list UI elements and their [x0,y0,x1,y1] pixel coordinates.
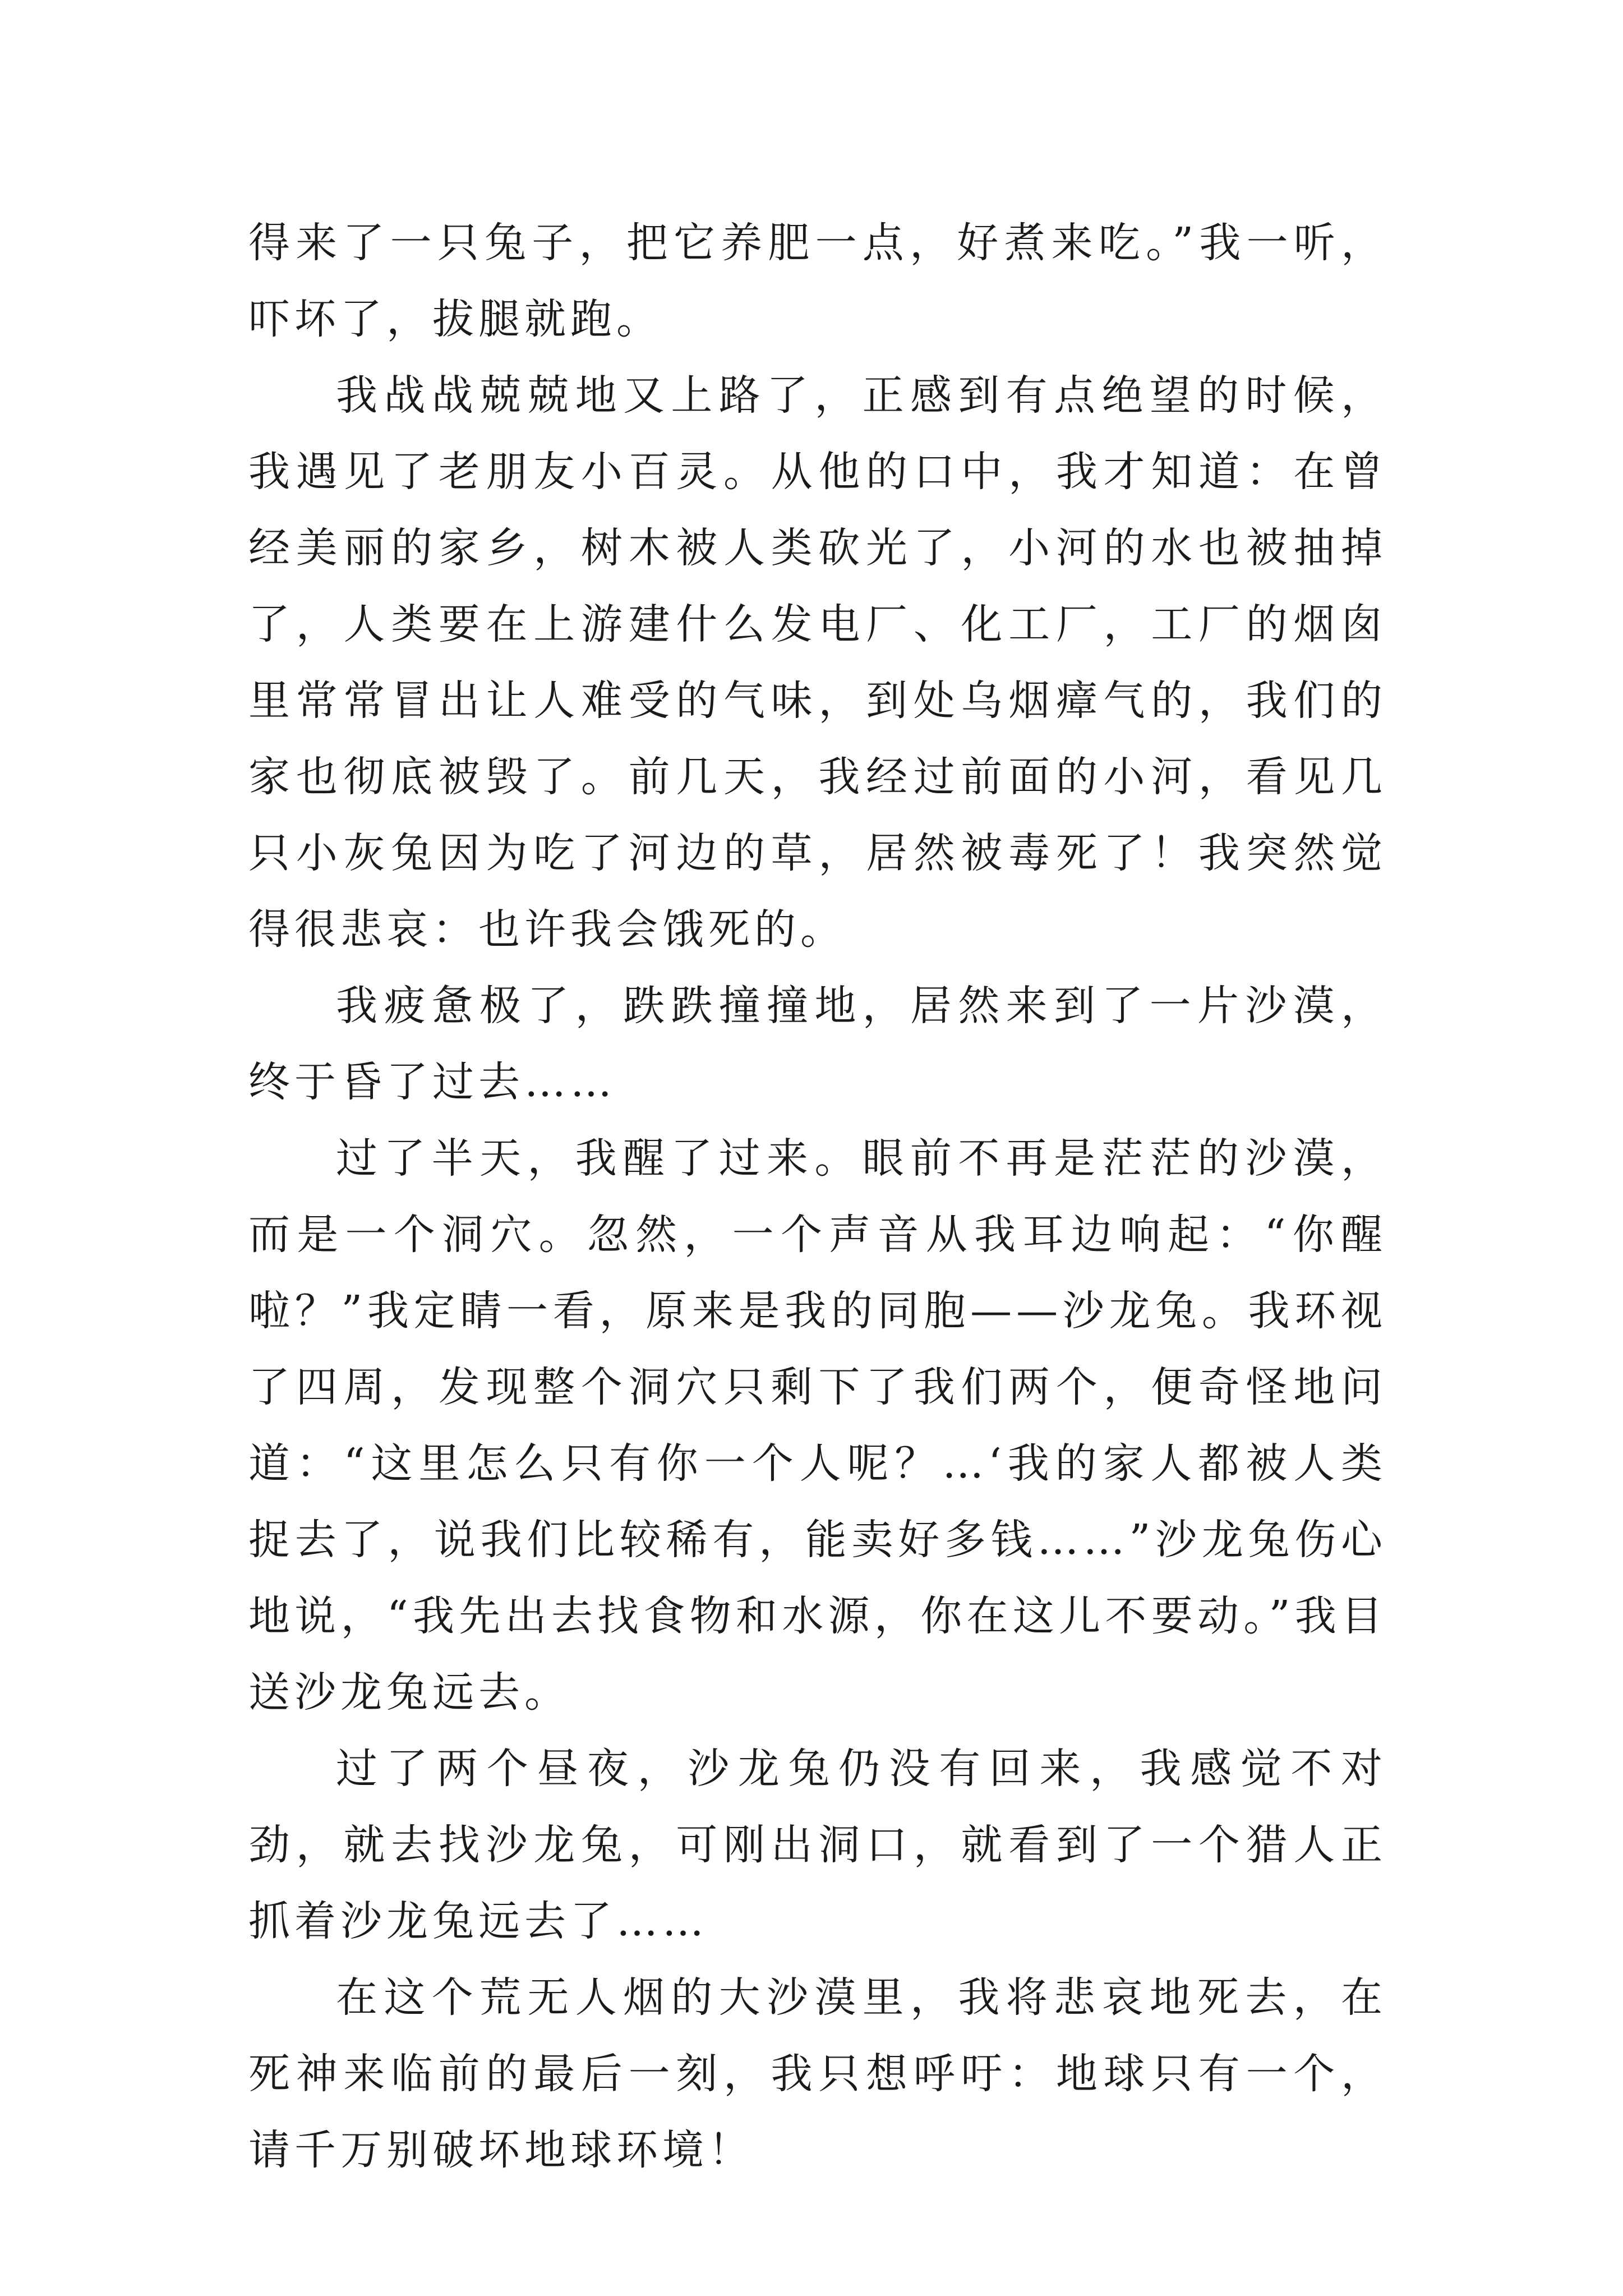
paragraph-1: 得来了一只兔子，把它养肥一点，好煮来吃。”我一听，吓坏了，拔腿就跑。 [248,219,1387,343]
paragraph-6: 在这个荒无人烟的大沙漠里，我将悲哀地死去，在死神来临前的最后一刻，我只想呼吁：地球只有一个，请千万别破坏地球环境！ [248,1973,1387,2174]
document-body [248,205,1387,2188]
paragraph-4: 过了半天，我醒了过来。眼前不再是茫茫的沙漠，而是一个洞穴。忽然，一个声音从我耳边响起：“你醒啦？”我定睛一看，原来是我的同胞——沙龙兔。我环视了四周，发现整个洞穴只剩下了我们两个，便奇怪地问道：“这里怎么只有你一个人呢？…‘我的家人都被人类捉去了，说我们比较稀有，能卖好多钱……”沙龙兔伤心地说，“我先出去找食物和水源，你在这儿不要动。”我目送沙龙兔远去。 [248,1134,1387,1717]
paragraph-2: 我战战兢兢地又上路了，正感到有点绝望的时候，我遇见了老朋友小百灵。从他的口中，我才知道：在曾经美丽的家乡，树木被人类砍光了，小河的水也被抽掉了，人类要在上游建什么发电厂、化工厂，工厂的烟囱里常常冒出让人难受的气味，到处乌烟瘴气的，我们的家也彻底被毁了。前几天，我经过前面的小河，看见几只小灰兔因为吃了河边的草，居然被毒死了！我突然觉得很悲哀：也许我会饿死的。 [248,371,1387,954]
paragraph-5: 过了两个昼夜，沙龙兔仍没有回来，我感觉不对劲，就去找沙龙兔，可刚出洞口，就看到了一个猎人正抓着沙龙兔远去了…… [248,1745,1387,1945]
paragraph-3: 我疲惫极了，跌跌撞撞地，居然来到了一片沙漠，终于昏了过去…… [248,982,1387,1106]
